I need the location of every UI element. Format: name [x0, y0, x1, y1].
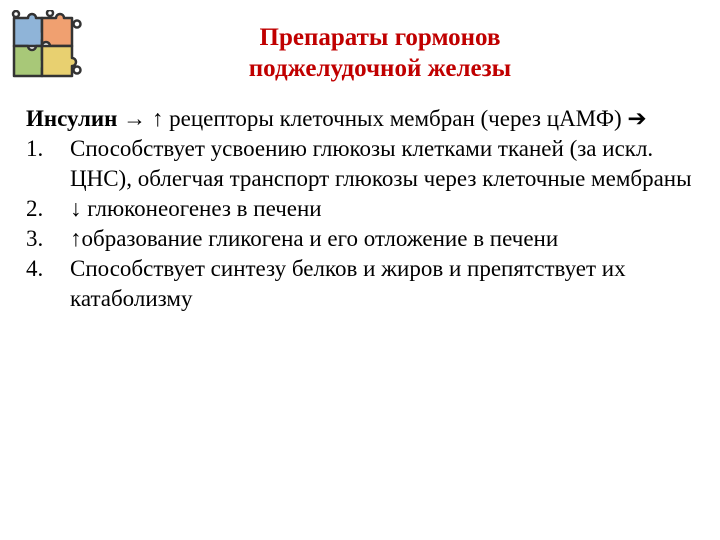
list-item — [26, 134, 698, 194]
intro-paragraph — [26, 104, 698, 134]
list-item-text: Способствует усвоению глюкозы клетками тканей (за искл. ЦНС), облегчая транспорт глюкозы через клеточные мембраны — [70, 136, 692, 191]
list-item — [26, 224, 698, 254]
list-item-number: 1. — [26, 136, 44, 161]
list-item-number: 2. — [26, 196, 44, 221]
slide-title — [200, 22, 560, 84]
right-arrow-icon: ➔ — [627, 106, 647, 131]
list-item — [26, 254, 698, 314]
list-item-text: Способствует синтезу белков и жиров и препятствует их катаболизму — [70, 256, 626, 311]
intro-term: Инсулин — [26, 106, 118, 131]
title-line-1: Препараты гормонов — [259, 24, 501, 51]
intro-text: → ↑ рецепторы клеточных мембран (через цАМФ) — [117, 106, 628, 131]
list-item-text: ↑образование гликогена и его отложение в печени — [70, 226, 559, 251]
list-item-number: 4. — [26, 256, 44, 281]
title-line-2: поджелудочной железы — [248, 55, 512, 82]
list-item-text: ↓ глюконеогенез в печени — [70, 196, 322, 221]
list-item-number: 3. — [26, 226, 44, 251]
effects-list — [26, 134, 698, 314]
list-item — [26, 194, 698, 224]
slide-content — [26, 104, 698, 314]
puzzle-pieces-icon — [10, 10, 84, 84]
